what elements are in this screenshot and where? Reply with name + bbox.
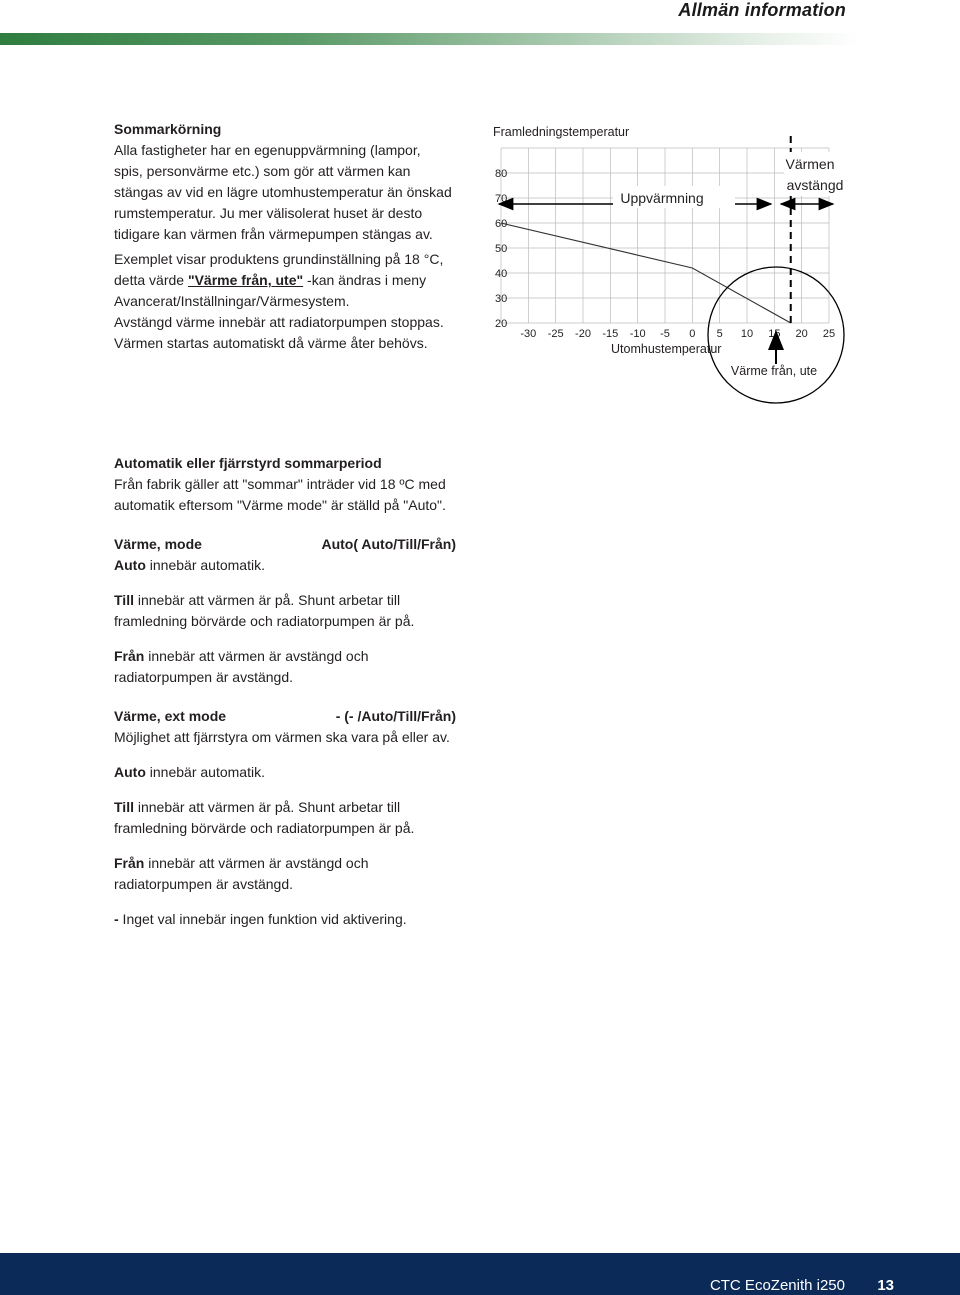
x-tick-labels	[520, 328, 835, 340]
off-label-line-2: avstängd	[786, 177, 844, 193]
ext-mode-none-desc: Inget val innebär ingen funktion vid aktivering.	[118, 911, 407, 927]
heat-mode-auto-term: Auto	[114, 557, 146, 573]
summer-line-1: Alla fastigheter har en egenuppvärmning (lampor,	[114, 142, 421, 158]
heat-mode-auto-desc: innebär automatik.	[145, 557, 265, 573]
ext-mode-off-desc-1: innebär att värmen är avstängd och	[144, 855, 369, 871]
heat-mode-on-term: Till	[114, 592, 134, 608]
header-gradient-bar	[0, 33, 860, 45]
heat-mode-on	[114, 590, 456, 611]
ext-mode-auto	[114, 762, 456, 783]
summer-heading: Sommarkörning	[114, 121, 222, 137]
ext-mode-off-desc-2: radiatorpumpen är avstängd.	[114, 876, 293, 892]
auto-section	[114, 453, 446, 516]
chart-title: Framledningstemperatur	[493, 125, 630, 139]
y-tick-label: 30	[495, 293, 508, 305]
chart-grid	[501, 148, 829, 323]
ext-mode-auto-desc: innebär automatik.	[145, 764, 265, 780]
x-tick-label: -15	[602, 328, 619, 340]
example-line-2	[114, 270, 452, 291]
ext-mode-label: Värme, ext mode	[114, 708, 227, 724]
ext-mode-off	[114, 853, 456, 874]
x-tick-label: 20	[795, 328, 808, 340]
ext-mode-desc: Möjlighet att fjärrstyra om värmen ska vara på eller av.	[114, 729, 450, 745]
example-line-2-pre: detta värde	[114, 272, 188, 288]
y-tick-label: 70	[495, 193, 508, 205]
x-tick-label: -5	[660, 328, 670, 340]
y-tick-label: 20	[495, 318, 508, 330]
example-line-2-post: -kan ändras i meny	[303, 272, 427, 288]
footer-product-name: CTC EcoZenith i250	[709, 1277, 845, 1294]
ext-mode-on	[114, 797, 456, 818]
heating-label: Uppvärmning	[620, 190, 704, 206]
x-tick-label: -30	[520, 328, 537, 340]
heat-mode-auto	[114, 555, 456, 576]
off-line-2: Värmen startas automatiskt då värme åter behövs.	[114, 335, 428, 351]
x-tick-label: -25	[547, 328, 564, 340]
heat-mode-off-term: Från	[114, 648, 145, 664]
summer-line-2: spis, personvärme etc.) som gör att värmen kan	[114, 163, 411, 179]
heat-mode-off-desc-2: radiatorpumpen är avstängd.	[114, 669, 293, 685]
example-line-3: Avancerat/Inställningar/Värmesystem.	[114, 293, 350, 309]
footer-page-number: 13	[877, 1277, 894, 1294]
summer-section	[114, 119, 452, 354]
y-tick-label: 50	[495, 243, 508, 255]
page-footer	[0, 1253, 960, 1295]
x-tick-label: 25	[822, 328, 836, 340]
ext-mode-auto-term: Auto	[114, 764, 146, 780]
summer-line-5: tidigare kan värmen från värmepumpen stängas av.	[114, 226, 433, 242]
summer-line-4: rumstemperatur. Ju mer välisolerat huset är desto	[114, 205, 423, 221]
x-tick-label: -10	[629, 328, 646, 340]
heat-mode-on-desc-2: framledning börvärde och radiatorpumpen är på.	[114, 613, 415, 629]
heat-mode-off	[114, 646, 456, 667]
summer-line-3: stängas av vid en lägre utomhustemperatur än önskad	[114, 184, 452, 200]
y-tick-label: 60	[495, 218, 508, 230]
heat-mode-label: Värme, mode	[114, 536, 202, 552]
cutoff-label: Värme från, ute	[730, 364, 818, 378]
x-tick-label: 10	[740, 328, 754, 340]
ext-mode-on-term: Till	[114, 799, 134, 815]
ext-mode-none-term: -	[114, 911, 119, 927]
auto-line-1: Från fabrik gäller att "sommar" inträder vid 18 ºC med	[114, 476, 446, 492]
x-tick-label: 5	[716, 328, 723, 340]
heat-mode-row	[114, 534, 456, 555]
heat-mode-section	[114, 534, 456, 688]
ext-mode-none	[114, 909, 456, 930]
heat-mode-off-desc-1: innebär att värmen är avstängd och	[144, 648, 369, 664]
ext-mode-on-desc-2: framledning börvärde och radiatorpumpen är på.	[114, 820, 415, 836]
x-axis-label: Utomhustemperatur	[611, 342, 722, 356]
x-tick-label: 15	[768, 328, 781, 340]
heating-curve-chart	[485, 118, 855, 410]
x-tick-label: 0	[689, 328, 696, 340]
example-line-1: Exemplet visar produktens grundinställning på 18 °C,	[114, 251, 444, 267]
ext-mode-on-desc-1: innebär att värmen är på. Shunt arbetar till	[133, 799, 401, 815]
auto-heading: Automatik eller fjärrstyrd sommarperiod	[114, 455, 382, 471]
page-header-title: Allmän information	[678, 0, 846, 20]
off-label-line-1: Värmen	[785, 156, 835, 172]
example-setting-name: "Värme från, ute"	[187, 272, 304, 288]
off-line-1: Avstängd värme innebär att radiatorpumpen stoppas.	[114, 314, 444, 330]
x-tick-label: -20	[575, 328, 591, 340]
heat-mode-value: Auto( Auto/Till/Från)	[321, 536, 456, 552]
auto-line-2: automatik eftersom "Värme mode" är ställd på "Auto".	[114, 497, 446, 513]
y-tick-label: 40	[495, 268, 508, 280]
heat-mode-on-desc-1: innebär att värmen är på. Shunt arbetar till	[133, 592, 401, 608]
ext-mode-section	[114, 706, 456, 930]
ext-mode-off-term: Från	[114, 855, 145, 871]
ext-mode-row	[114, 706, 456, 727]
ext-mode-value: - (- /Auto/Till/Från)	[335, 708, 456, 724]
y-tick-label: 80	[495, 168, 508, 180]
